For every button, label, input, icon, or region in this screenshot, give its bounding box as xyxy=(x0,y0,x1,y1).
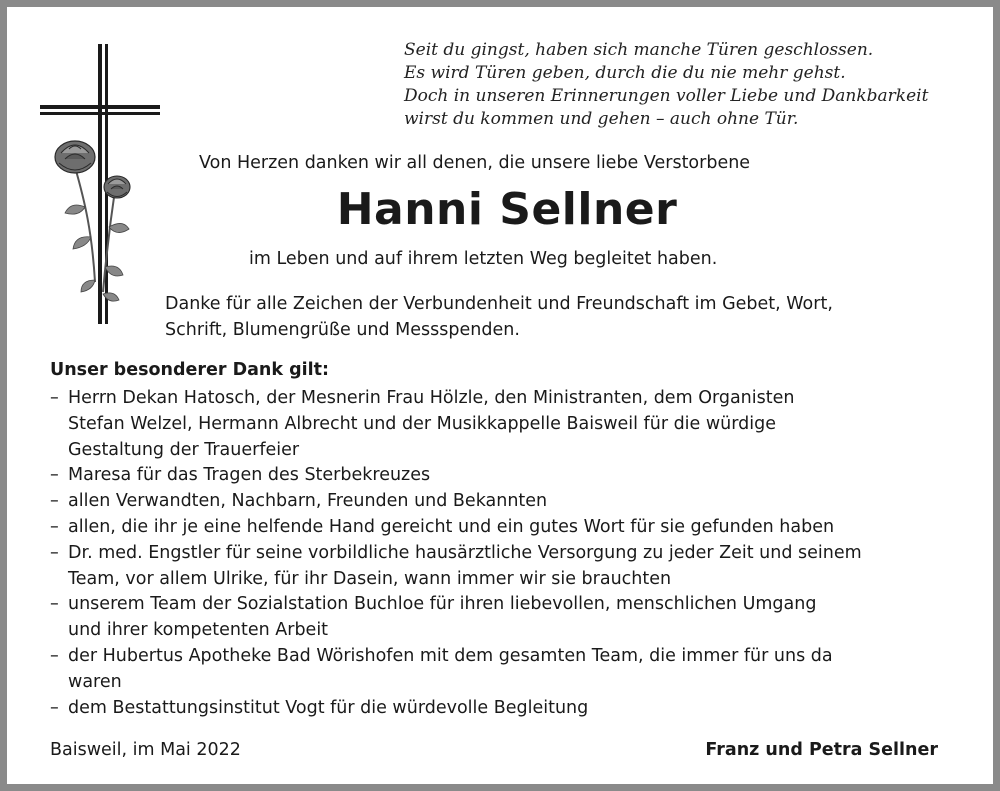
list-item-line: Stefan Welzel, Hermann Albrecht und der Musikkappelle Baisweil für die würdige xyxy=(68,413,777,434)
list-item xyxy=(50,515,862,541)
list-item xyxy=(50,386,862,463)
deceased-name: Hanni Sellner xyxy=(336,184,678,235)
list-item xyxy=(50,541,862,593)
list-dash: – xyxy=(50,645,59,666)
poem-line: wirst du kommen und gehen – auch ohne Tür. xyxy=(404,109,799,129)
poem-line: Doch in unseren Erinnerungen voller Liebe und Dankbarkeit xyxy=(404,86,929,106)
list-dash: – xyxy=(50,697,59,718)
list-item xyxy=(50,696,862,722)
list-dash: – xyxy=(50,465,59,486)
list-item-line: Herrn Dekan Hatosch, der Mesnerin Frau Hölzle, den Ministranten, dem Organisten xyxy=(68,388,795,408)
list-item-line: Maresa für das Tragen des Sterbekreuzes xyxy=(68,465,431,486)
list-item xyxy=(50,463,862,489)
list-item-line: allen, die ihr je eine helfende Hand gereicht und ein gutes Wort für sie gefunden haben xyxy=(68,516,835,537)
poem-line: Es wird Türen geben, durch die du nie mehr gehst. xyxy=(404,63,846,83)
special-thanks-list xyxy=(50,386,862,721)
gratitude-line: Schrift, Blumengrüße und Messspenden. xyxy=(165,320,520,340)
list-item-line: und ihrer kompetenten Arbeit xyxy=(68,620,329,641)
list-item-line: dem Bestattungsinstitut Vogt für die würdevolle Begleitung xyxy=(68,697,589,718)
list-item-line: waren xyxy=(68,671,122,692)
list-dash: – xyxy=(50,594,59,615)
accompanied-text: im Leben und auf ihrem letzten Weg begleitet haben. xyxy=(249,249,718,269)
signature: Franz und Petra Sellner xyxy=(705,740,938,760)
list-dash: – xyxy=(50,491,59,512)
list-item xyxy=(50,644,862,696)
poem-line: Seit du gingst, haben sich manche Türen geschlossen. xyxy=(404,40,874,60)
poem xyxy=(404,39,928,131)
list-dash: – xyxy=(50,516,59,537)
gratitude-text xyxy=(165,291,833,343)
thanks-intro: Von Herzen danken wir all denen, die unsere liebe Verstorbene xyxy=(199,153,751,173)
special-thanks-heading: Unser besonderer Dank gilt: xyxy=(50,360,330,380)
list-item xyxy=(50,592,862,644)
list-item xyxy=(50,489,862,515)
place-date: Baisweil, im Mai 2022 xyxy=(50,740,241,760)
list-item-line: Gestaltung der Trauerfeier xyxy=(68,439,300,460)
list-item-line: Dr. med. Engstler für seine vorbildliche hausärztliche Versorgung zu jeder Zeit und seinem xyxy=(68,542,862,563)
list-item-line: Team, vor allem Ulrike, für ihr Dasein, wann immer wir sie brauchten xyxy=(68,568,672,589)
list-item-line: der Hubertus Apotheke Bad Wörishofen mit dem gesamten Team, die immer für uns da xyxy=(68,645,833,666)
list-dash: – xyxy=(50,542,59,563)
gratitude-line: Danke für alle Zeichen der Verbundenheit und Freundschaft im Gebet, Wort, xyxy=(165,294,833,314)
list-dash: – xyxy=(50,388,59,408)
list-item-line: unserem Team der Sozialstation Buchloe für ihren liebevollen, menschlichen Umgang xyxy=(68,594,817,615)
list-item-line: allen Verwandten, Nachbarn, Freunden und Bekannten xyxy=(68,491,548,512)
